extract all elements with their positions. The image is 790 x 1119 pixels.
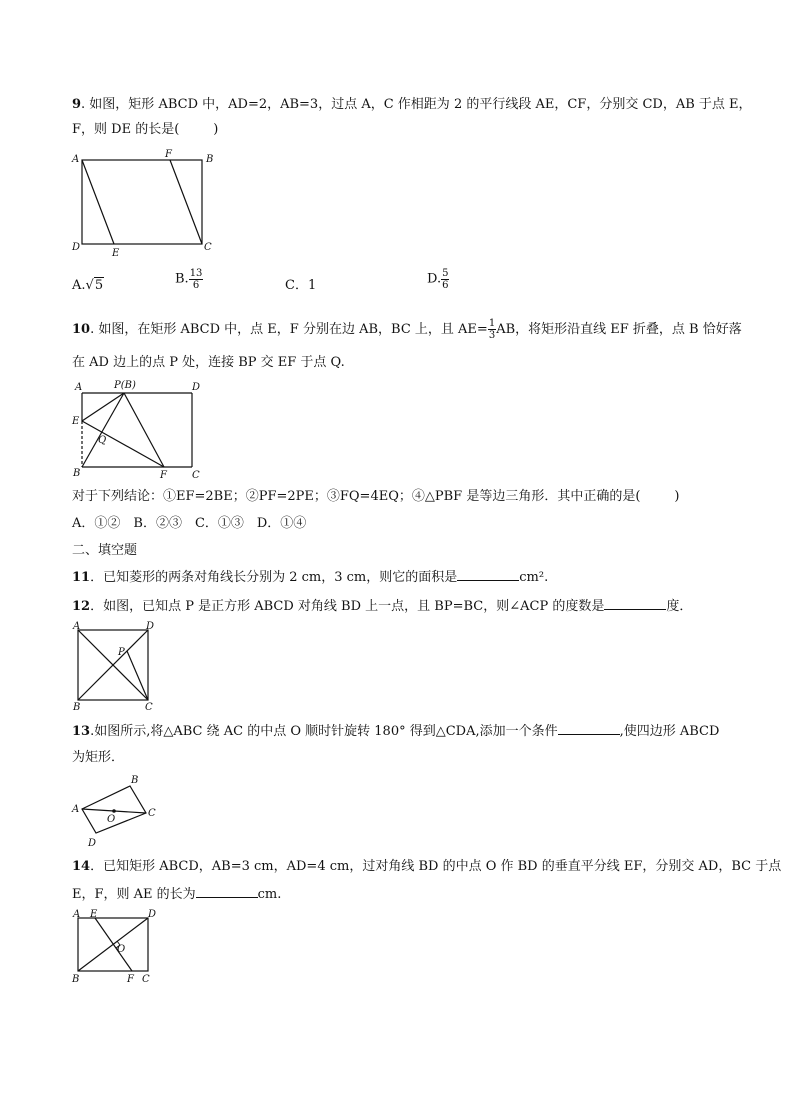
- q14-line-2: [72, 885, 281, 904]
- q13-text-2: 为矩形．: [72, 750, 125, 765]
- q13-line-1: [72, 722, 719, 741]
- q13-label-a: A: [72, 804, 80, 815]
- q12-label-p: P: [118, 647, 125, 658]
- q9-option-b-numerator: 13: [189, 268, 203, 279]
- q12-figure: [70, 620, 162, 712]
- q10-line-1: [72, 318, 742, 341]
- q10-number: 10: [72, 322, 91, 337]
- q11-line: [72, 568, 548, 587]
- q9-label-e: E: [112, 248, 120, 259]
- q9-label-f: F: [165, 149, 172, 160]
- q9-segment-ae: [82, 160, 114, 244]
- q13-midpoint-o: [112, 809, 116, 813]
- q10-fraction-numerator: 1: [488, 318, 496, 329]
- q13-line-2: [72, 749, 124, 767]
- q12-label-d: D: [146, 621, 155, 632]
- q10-segment-bp: [82, 393, 124, 467]
- q9-option-d-numerator: 5: [442, 268, 449, 279]
- q10-fraction-denominator: 3: [488, 330, 496, 341]
- q14-label-d: D: [148, 909, 157, 920]
- q9-label-a: A: [72, 154, 80, 165]
- q10-options: A．①② B．②③ C．①③ D．①④: [72, 516, 307, 531]
- q9-figure: [70, 148, 220, 260]
- q9-option-a-radicand: 5: [94, 278, 104, 293]
- q13-answer-blank[interactable]: [558, 722, 620, 735]
- q14-label-o: O: [117, 944, 126, 955]
- q12-answer-blank[interactable]: [604, 597, 666, 610]
- q10-label-q: Q: [98, 435, 107, 446]
- q9-rectangle: [82, 160, 202, 244]
- q9-option-d: D. $\frac{5}{6}$: [427, 268, 449, 291]
- q10-label-c: C: [192, 470, 200, 481]
- q9-number: 9: [72, 97, 82, 112]
- q9-label-c: C: [204, 242, 212, 253]
- q12-number: 12: [72, 599, 91, 614]
- q11-number: 11: [72, 570, 91, 585]
- q10-text-1b: AB，将矩形沿直线 EF 折叠，点 B 恰好落: [496, 322, 742, 337]
- q9-label-b: B: [206, 154, 214, 165]
- q14-line-1: [72, 858, 781, 876]
- q9-option-a: A.√5: [72, 278, 104, 293]
- q10-segment-ep: [82, 393, 124, 421]
- q12-label-c: C: [145, 702, 153, 712]
- q12-segment-pc: [127, 651, 148, 700]
- section-2-heading: 二、填空题: [72, 543, 138, 558]
- q12-label-b: B: [73, 702, 81, 712]
- q14-number: 14: [72, 859, 91, 874]
- q9-line-1: [72, 96, 752, 114]
- q10-line-3: [72, 488, 679, 506]
- q14-unit: cm.: [257, 887, 282, 902]
- q9-option-b: B. $\frac{13}{6}$: [175, 268, 203, 291]
- q13-text-1-end: ,使四边形 ABCD: [619, 724, 720, 739]
- q9-text-2-end: ): [213, 122, 219, 137]
- q9-label-d: D: [72, 242, 81, 253]
- q14-label-e: E: [90, 909, 98, 920]
- q13-label-c: C: [148, 808, 156, 819]
- q14-text-2: E，F，则 AE 的长为: [72, 887, 196, 902]
- q13-figure: [70, 772, 170, 850]
- q14-label-c: C: [142, 974, 150, 985]
- q10-text-2: 在 AD 边上的点 P 处，连接 BP 交 EF 于点 Q.: [72, 355, 345, 370]
- q9-option-c: C．1: [285, 278, 317, 293]
- q12-text: ．如图，已知点 P 是正方形 ABCD 对角线 BD 上一点，且 BP=BC，则∠ACP 的度数是: [90, 599, 605, 614]
- q13-label-o: O: [107, 814, 116, 825]
- q9-segment-cf: [170, 160, 202, 244]
- q14-label-f: F: [127, 974, 134, 985]
- q13-text-1: .如图所示,将△ABC 绕 AC 的中点 O 顺时针旋转 180° 得到△CDA,添加一个条件: [90, 724, 558, 739]
- q13-label-b: B: [131, 775, 139, 786]
- q10-text-3-end: ): [674, 489, 680, 504]
- q10-text-3: 对于下列结论：①EF=2BE；②PF=2PE；③FQ=4EQ；④△PBF 是等边三角形．其中正确的是(: [72, 489, 641, 504]
- q13-number: 13: [72, 724, 91, 739]
- q10-text-1a: . 如图，在矩形 ABCD 中，点 E，F 分别在边 AB，BC 上，且 AE=: [90, 322, 488, 337]
- q9-options: [72, 268, 732, 304]
- q12-label-a: A: [73, 621, 81, 632]
- q10-label-a: A: [75, 382, 83, 393]
- q14-segment-ef: [95, 918, 132, 971]
- q14-label-b: B: [72, 974, 80, 985]
- q11-text: ．已知菱形的两条对角线长分别为 2 cm，3 cm，则它的面积是: [90, 570, 458, 585]
- q14-answer-blank[interactable]: [196, 885, 258, 898]
- q10-label-f: F: [160, 470, 167, 481]
- q11-answer-blank[interactable]: [457, 568, 519, 581]
- q9-option-b-denominator: 6: [192, 280, 200, 291]
- q12-line: [72, 597, 692, 616]
- q9-option-d-denominator: 6: [442, 280, 449, 291]
- q13-label-d: D: [88, 838, 97, 849]
- q14-label-a: A: [73, 909, 81, 920]
- q10-line-2: [72, 354, 345, 372]
- q11-unit: cm².: [519, 570, 549, 585]
- q9-line-2: [72, 121, 218, 139]
- q10-label-e: E: [72, 416, 80, 427]
- q12-unit: 度．: [666, 599, 693, 614]
- q10-label-b: B: [73, 468, 81, 479]
- q10-label-d: D: [192, 382, 201, 393]
- q9-text-1: . 如图，矩形 ABCD 中，AD=2，AB=3，过点 A，C 作相距为 2 的平行线段 AE，CF，分别交 CD，AB 于点 E，: [81, 97, 752, 112]
- q10-figure: [70, 378, 210, 482]
- q9-text-2: F，则 DE 的长是(: [72, 122, 180, 137]
- q14-figure: [70, 906, 162, 986]
- q10-label-pb: P(B): [114, 380, 136, 391]
- q14-text-1: ．已知矩形 ABCD，AB=3 cm，AD=4 cm，过对角线 BD 的中点 O 作 BD 的垂直平分线 EF，分别交 AD，BC 于点: [90, 859, 782, 874]
